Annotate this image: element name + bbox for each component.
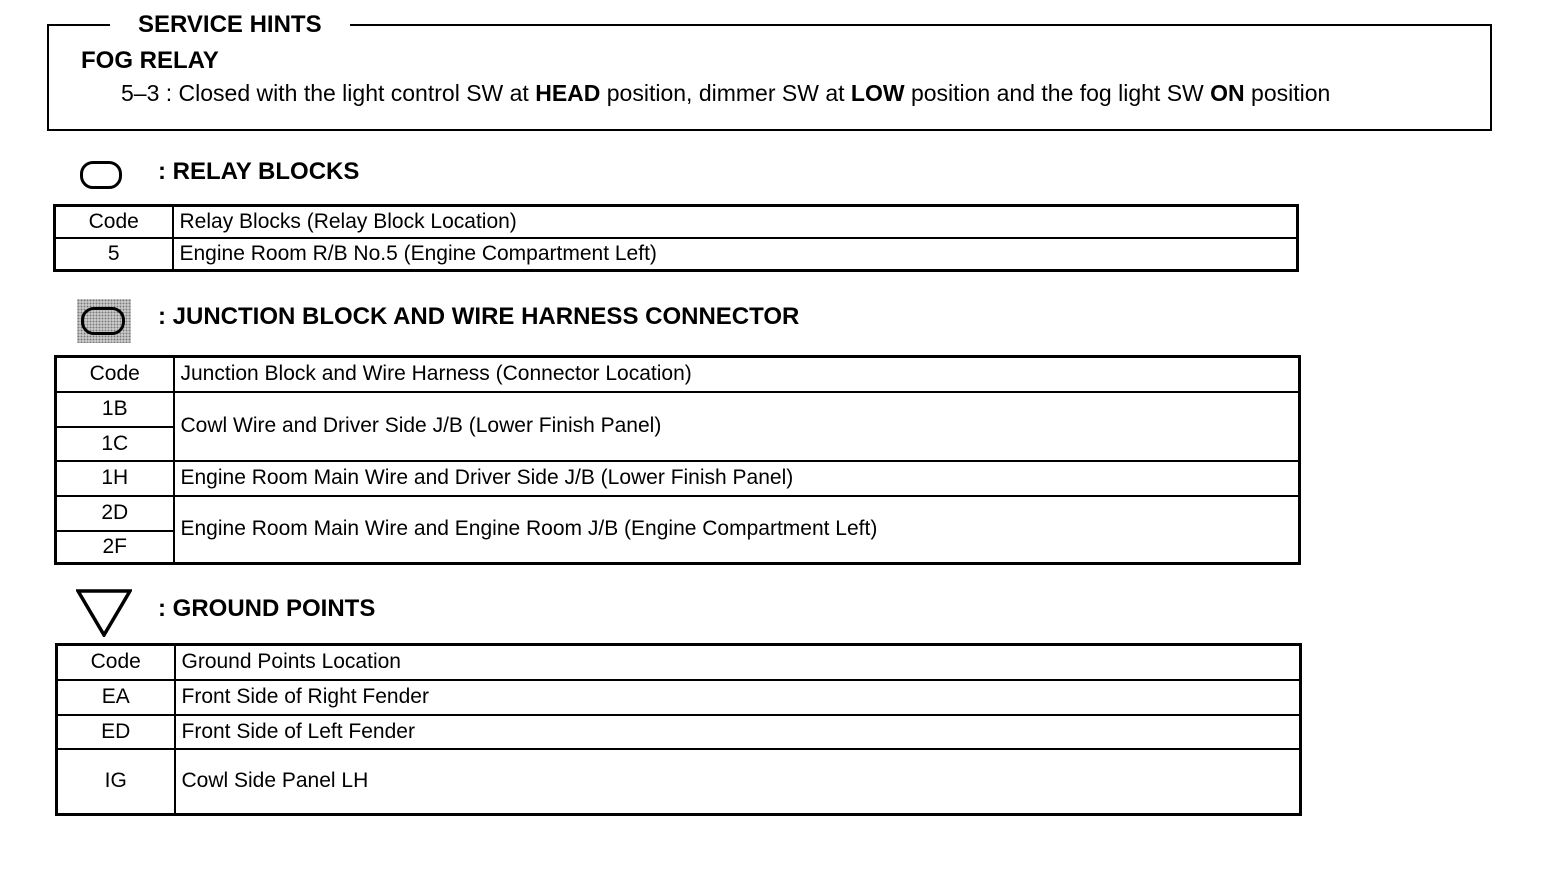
location-cell: Front Side of Right Fender: [175, 680, 1301, 715]
code-cell: 1B: [56, 392, 174, 427]
hint-text-mid1: position, dimmer SW at: [600, 80, 851, 106]
table-row: [56, 392, 1300, 427]
table-row: [57, 749, 1301, 815]
hint-bold-low: LOW: [850, 80, 905, 106]
code-header: Code: [55, 206, 173, 239]
fog-relay-hint: [121, 80, 1330, 107]
rounded-rectangle-icon: [80, 161, 122, 189]
location-cell: Engine Room Main Wire and Driver Side J/B (Lower Finish Panel): [174, 461, 1300, 496]
code-cell: 1H: [56, 461, 174, 496]
code-cell: EA: [57, 680, 175, 715]
location-cell: Cowl Side Panel LH: [175, 749, 1301, 815]
location-cell: Front Side of Left Fender: [175, 715, 1301, 749]
code-cell: 2D: [56, 496, 174, 531]
code-cell: 5: [55, 238, 173, 271]
location-cell: Engine Room Main Wire and Engine Room J/B (Engine Compartment Left): [174, 496, 1300, 564]
table-header-row: [57, 645, 1301, 680]
location-header: Junction Block and Wire Harness (Connector Location): [174, 357, 1300, 392]
code-cell: ED: [57, 715, 175, 749]
hint-bold-on: ON: [1210, 80, 1245, 106]
code-header: Code: [56, 357, 174, 392]
junction-block-table: [54, 355, 1301, 565]
code-cell: 1C: [56, 427, 174, 461]
fog-relay-title: FOG RELAY: [81, 47, 219, 74]
relay-blocks-table: [53, 204, 1299, 272]
down-triangle-icon: [76, 589, 132, 637]
location-header: Relay Blocks (Relay Block Location): [173, 206, 1298, 239]
shaded-rounded-rectangle-icon: [77, 299, 131, 343]
table-row: [55, 238, 1298, 271]
code-cell: IG: [57, 749, 175, 815]
location-header: Ground Points Location: [175, 645, 1301, 680]
ground-points-title: : GROUND POINTS: [158, 595, 376, 622]
table-row: [57, 715, 1301, 749]
table-header-row: [56, 357, 1300, 392]
hint-text-suffix: position: [1244, 80, 1331, 106]
junction-block-title: : JUNCTION BLOCK AND WIRE HARNESS CONNECTOR: [158, 303, 800, 330]
service-hints-heading: SERVICE HINTS: [110, 8, 350, 42]
hint-text-mid2: position and the fog light SW: [904, 80, 1211, 106]
relay-blocks-title: : RELAY BLOCKS: [158, 158, 360, 185]
table-header-row: [55, 206, 1298, 239]
location-cell: Cowl Wire and Driver Side J/B (Lower Finish Panel): [174, 392, 1300, 461]
code-header: Code: [57, 645, 175, 680]
code-cell: 2F: [56, 531, 174, 564]
table-row: [56, 461, 1300, 496]
table-row: [57, 680, 1301, 715]
ground-points-table: [55, 643, 1302, 816]
table-row: [56, 496, 1300, 531]
hint-text-prefix: 5–3 : Closed with the light control SW at: [121, 80, 536, 106]
hint-bold-head: HEAD: [535, 80, 601, 106]
location-cell: Engine Room R/B No.5 (Engine Compartment Left): [173, 238, 1298, 271]
